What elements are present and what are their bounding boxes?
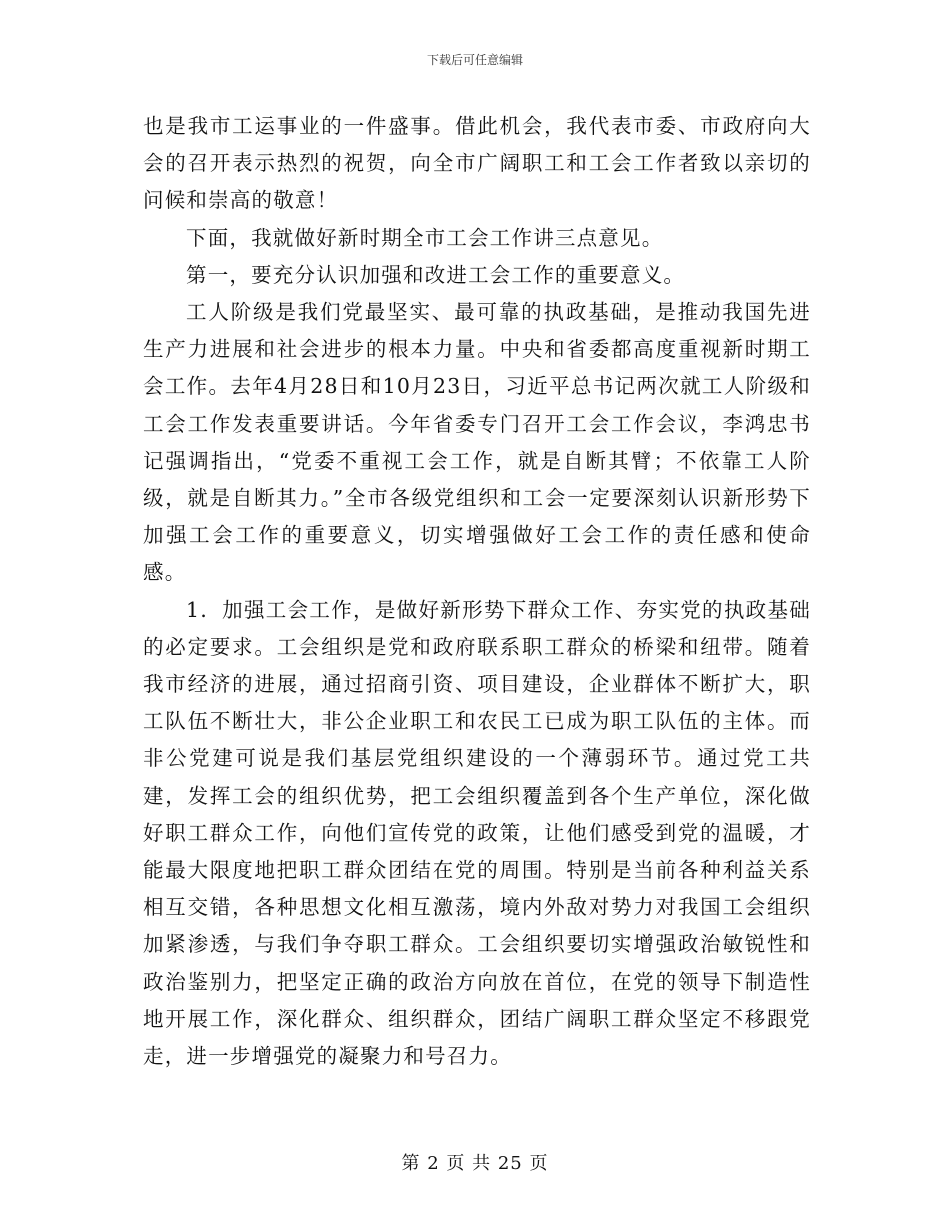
page-header: 下载后可任意编辑 xyxy=(426,53,523,67)
document-body xyxy=(143,108,811,1075)
paragraph-continuation: 也是我市工运事业的一件盛事。借此机会，我代表市委、市政府向大会的召开表示热烈的祝贺，向全市广阔职工和工会工作者致以亲切的问候和崇高的敬意！ xyxy=(143,114,811,213)
section-heading-first: 第一，要充分认识加强和改进工会工作的重要意义。 xyxy=(186,262,686,287)
page-number-footer: 第 2 页 共 25 页 xyxy=(401,1153,549,1174)
paragraph-intro: 下面，我就做好新时期全市工会工作讲三点意见。 xyxy=(186,225,664,250)
paragraph-point-1: 1．加强工会工作，是做好新形势下群众工作、夯实党的执政基础的必定要求。工会组织是党和政府联系职工群众的桥梁和纽带。随着我市经济的进展，通过招商引资、项目建设，企业群体不断扩大，职工队伍不断壮大，非公企业职工和农民工已成为职工队伍的主体。而非公党建可说是我们基层党组织建设的一个薄弱环节。通过党工共建，发挥工会的组织优势，把工会组织覆盖到各个生产单位，深化做好职工群众工作，向他们宣传党的政策，让他们感受到党的温暖，才能最大限度地把职工群众团结在党的周围。特别是当前各种利益关系相互交错，各种思想文化相互激荡，境内外敌对势力对我国工会组织加紧渗透，与我们争夺职工群众。工会组织要切实增强政治敏锐性和政治鉴别力，把坚定正确的政治方向放在首位，在党的领导下制造性地开展工作，深化群众、组织群众，团结广阔职工群众坚定不移跟党走，进一步增强党的凝聚力和号召力。 xyxy=(143,597,811,1069)
paragraph-working-class: 工人阶级是我们党最坚实、最可靠的执政基础，是推动我国先进生产力进展和社会进步的根本力量。中央和省委都高度重视新时期工会工作。去年4月28日和10月23日，习近平总书记两次就工人阶级和工会工作发表重要讲话。今年省委专门召开工会工作会议，李鸿忠书记强调指出，“党委不重视工会工作，就是自断其臂；不依靠工人阶级，就是自断其力。”全市各级党组织和工会一定要深刻认识新形势下加强工会工作的重要意义，切实增强做好工会工作的责任感和使命感。 xyxy=(143,300,811,585)
